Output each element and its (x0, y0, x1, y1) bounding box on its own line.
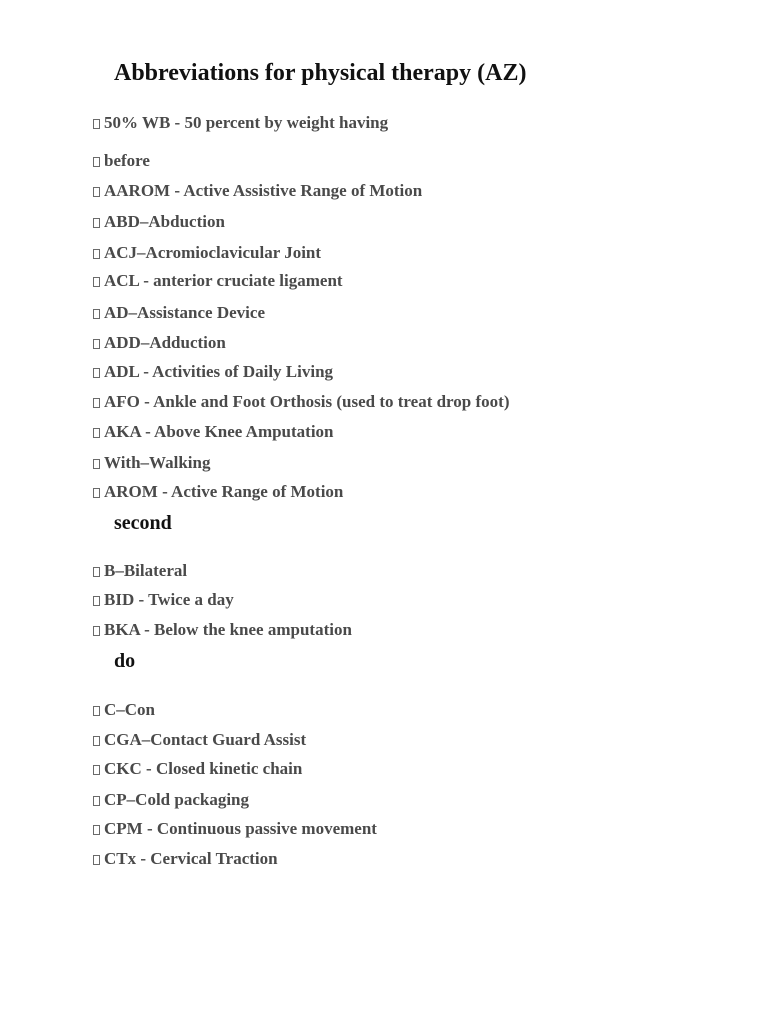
list-item (93, 113, 388, 133)
bullet-icon (93, 796, 100, 806)
list-item-text: AKA - Above Knee Amputation (104, 422, 334, 441)
list-item (93, 482, 343, 502)
list-item (93, 759, 302, 779)
list-item (93, 392, 510, 412)
list-item (93, 849, 278, 869)
list-item-text: ACL - anterior cruciate ligament (104, 271, 343, 290)
list-item (93, 422, 334, 442)
list-item (93, 590, 234, 610)
bullet-icon (93, 459, 100, 469)
bullet-icon (93, 706, 100, 716)
page-title: Abbreviations for physical therapy (AZ) (114, 60, 527, 86)
list-item-text: 50% WB - 50 percent by weight having (104, 113, 389, 132)
section-heading: do (114, 650, 136, 672)
list-item-text: With–Walking (104, 453, 211, 472)
bullet-icon (93, 626, 100, 636)
list-item (93, 730, 306, 750)
list-item (93, 271, 343, 291)
list-item (93, 362, 333, 382)
list-item (93, 212, 225, 232)
list-item-text: ADD–Adduction (104, 333, 226, 352)
bullet-icon (93, 309, 100, 319)
list-item (93, 303, 265, 323)
list-item-text: ACJ–Acromioclavicular Joint (104, 243, 322, 262)
bullet-icon (93, 736, 100, 746)
list-item-text: C–Con (104, 700, 156, 719)
list-item-text: CTx - Cervical Traction (104, 849, 278, 868)
bullet-icon (93, 277, 100, 287)
bullet-icon (93, 157, 100, 167)
bullet-icon (93, 119, 100, 129)
bullet-icon (93, 428, 100, 438)
bullet-icon (93, 218, 100, 228)
list-item (93, 333, 226, 353)
bullet-icon (93, 825, 100, 835)
bullet-icon (93, 187, 100, 197)
bullet-icon (93, 596, 100, 606)
list-item-text: AAROM - Active Assistive Range of Motion (104, 181, 423, 200)
list-item (93, 561, 187, 581)
bullet-icon (93, 488, 100, 498)
list-item (93, 453, 210, 473)
list-item-text: ABD–Abduction (104, 212, 225, 231)
bullet-icon (93, 855, 100, 865)
list-item-text: BID - Twice a day (104, 590, 234, 609)
list-item-text: ADL - Activities of Daily Living (104, 362, 334, 381)
bullet-icon (93, 339, 100, 349)
list-item (93, 243, 321, 263)
list-item-text: AFO - Ankle and Foot Orthosis (used to treat drop foot) (104, 392, 510, 411)
list-item-text: before (104, 151, 150, 170)
list-item (93, 151, 150, 171)
list-item-text: B–Bilateral (104, 561, 188, 580)
section-heading: second (114, 512, 172, 534)
list-item (93, 819, 377, 839)
bullet-icon (93, 398, 100, 408)
list-item-text: AROM - Active Range of Motion (104, 482, 344, 501)
list-item (93, 181, 422, 201)
bullet-icon (93, 567, 100, 577)
list-item-text: BKA - Below the knee amputation (104, 620, 352, 639)
list-item-text: CPM - Continuous passive movement (104, 819, 377, 838)
bullet-icon (93, 249, 100, 259)
list-item (93, 700, 155, 720)
list-item (93, 620, 352, 640)
bullet-icon (93, 368, 100, 378)
list-item-text: AD–Assistance Device (104, 303, 265, 322)
list-item-text: CKC - Closed kinetic chain (104, 759, 303, 778)
list-item-text: CGA–Contact Guard Assist (104, 730, 307, 749)
list-item-text: CP–Cold packaging (104, 790, 249, 809)
bullet-icon (93, 765, 100, 775)
list-item (93, 790, 249, 810)
